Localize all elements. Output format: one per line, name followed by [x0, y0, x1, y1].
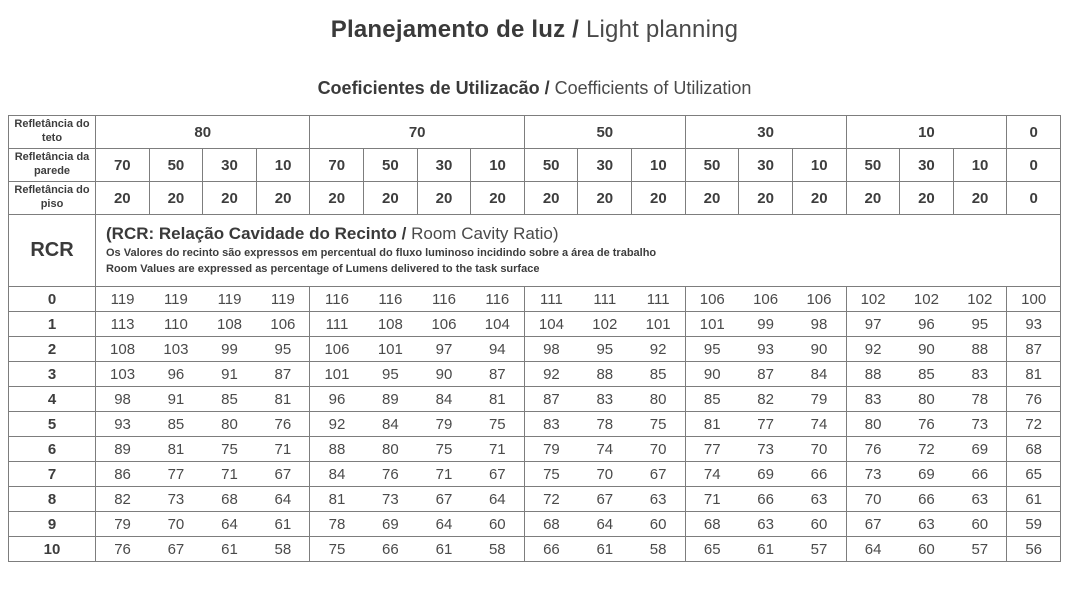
- rcr-value: 10: [9, 537, 96, 562]
- coefficient-cell: 101: [364, 337, 418, 362]
- coefficient-cell: 110: [149, 312, 203, 337]
- coefficient-cell: 56: [1007, 537, 1061, 562]
- coefficient-cell: 98: [524, 337, 578, 362]
- wall-reflectance-value: 0: [1007, 149, 1061, 182]
- coefficient-cell: 67: [578, 487, 632, 512]
- floor-reflectance-value: 20: [203, 182, 257, 215]
- floor-reflectance-value: 20: [578, 182, 632, 215]
- coefficient-cell: 85: [149, 412, 203, 437]
- coefficient-cell: 67: [471, 462, 525, 487]
- coefficient-cell: 101: [685, 312, 739, 337]
- coefficient-cell: 65: [1007, 462, 1061, 487]
- wall-reflectance-label: Refletância da parede: [9, 149, 96, 182]
- coefficient-cell: 99: [203, 337, 257, 362]
- coefficient-cell: 97: [417, 337, 471, 362]
- coefficient-cell: 73: [149, 487, 203, 512]
- coefficient-cell: 90: [792, 337, 846, 362]
- rcr-note-cell: [96, 215, 1061, 287]
- coefficient-cell: 85: [900, 362, 954, 387]
- coefficient-cell: 64: [471, 487, 525, 512]
- coefficient-cell: 88: [846, 362, 900, 387]
- coefficient-cell: 89: [96, 437, 150, 462]
- coefficient-cell: 88: [310, 437, 364, 462]
- coefficient-cell: 74: [578, 437, 632, 462]
- coefficient-cell: 73: [846, 462, 900, 487]
- ceiling-group-value: 30: [685, 116, 846, 149]
- coefficient-cell: 90: [417, 362, 471, 387]
- rcr-value: 8: [9, 487, 96, 512]
- coefficient-cell: 60: [953, 512, 1007, 537]
- rcr-note-title: [106, 224, 1050, 244]
- coefficient-cell: 75: [310, 537, 364, 562]
- table-row: [9, 337, 1061, 362]
- wall-reflectance-value: 10: [256, 149, 310, 182]
- coefficient-cell: 116: [310, 287, 364, 312]
- coefficient-cell: 106: [256, 312, 310, 337]
- coefficient-cell: 102: [578, 312, 632, 337]
- coefficient-cell: 111: [524, 287, 578, 312]
- floor-reflectance-value: 20: [632, 182, 686, 215]
- coefficient-cell: 90: [900, 337, 954, 362]
- coefficient-cell: 66: [900, 487, 954, 512]
- coefficient-cell: 72: [1007, 412, 1061, 437]
- coefficient-cell: 70: [149, 512, 203, 537]
- coefficient-cell: 87: [739, 362, 793, 387]
- rcr-value: 6: [9, 437, 96, 462]
- floor-reflectance-value: 20: [739, 182, 793, 215]
- coefficient-cell: 64: [417, 512, 471, 537]
- coefficient-cell: 73: [739, 437, 793, 462]
- ceiling-reflectance-row: [9, 116, 1061, 149]
- coefficient-cell: 81: [310, 487, 364, 512]
- coefficient-cell: 86: [96, 462, 150, 487]
- coefficient-cell: 83: [953, 362, 1007, 387]
- coefficient-cell: 71: [203, 462, 257, 487]
- coefficient-cell: 90: [685, 362, 739, 387]
- coefficient-cell: 72: [900, 437, 954, 462]
- coefficient-cell: 69: [364, 512, 418, 537]
- coefficient-cell: 100: [1007, 287, 1061, 312]
- coefficient-cell: 104: [524, 312, 578, 337]
- coefficient-cell: 119: [96, 287, 150, 312]
- table-row: [9, 462, 1061, 487]
- wall-reflectance-value: 10: [632, 149, 686, 182]
- coefficient-cell: 63: [632, 487, 686, 512]
- coefficient-cell: 79: [417, 412, 471, 437]
- wall-reflectance-value: 50: [846, 149, 900, 182]
- coefficient-cell: 75: [203, 437, 257, 462]
- coefficient-cell: 61: [578, 537, 632, 562]
- wall-reflectance-value: 30: [417, 149, 471, 182]
- coefficient-cell: 95: [685, 337, 739, 362]
- floor-reflectance-value: 20: [96, 182, 150, 215]
- coefficient-cell: 88: [953, 337, 1007, 362]
- coefficient-cell: 66: [953, 462, 1007, 487]
- coefficient-cell: 77: [149, 462, 203, 487]
- coefficient-cell: 93: [739, 337, 793, 362]
- coefficient-cell: 88: [578, 362, 632, 387]
- table-title-pt: Coeficientes de Utilizacão /: [317, 78, 550, 98]
- coefficient-cell: 116: [364, 287, 418, 312]
- coefficient-cell: 63: [953, 487, 1007, 512]
- coefficient-cell: 108: [364, 312, 418, 337]
- coefficient-cell: 73: [364, 487, 418, 512]
- coefficient-cell: 71: [256, 437, 310, 462]
- coefficient-cell: 81: [1007, 362, 1061, 387]
- rcr-note-row: [9, 215, 1061, 287]
- coefficient-cell: 76: [846, 437, 900, 462]
- coefficient-cell: 91: [203, 362, 257, 387]
- coefficient-cell: 119: [149, 287, 203, 312]
- coefficient-cell: 87: [471, 362, 525, 387]
- coefficient-cell: 69: [900, 462, 954, 487]
- coefficient-cell: 103: [96, 362, 150, 387]
- coefficient-cell: 76: [256, 412, 310, 437]
- coefficient-cell: 66: [524, 537, 578, 562]
- ceiling-group-value: 50: [524, 116, 685, 149]
- coefficient-cell: 87: [1007, 337, 1061, 362]
- coefficient-cell: 60: [792, 512, 846, 537]
- coefficient-cell: 106: [310, 337, 364, 362]
- coefficient-cell: 78: [578, 412, 632, 437]
- coefficient-cell: 70: [578, 462, 632, 487]
- coefficient-cell: 70: [632, 437, 686, 462]
- coefficient-cell: 81: [256, 387, 310, 412]
- coefficient-cell: 66: [364, 537, 418, 562]
- coefficient-cell: 82: [96, 487, 150, 512]
- coefficient-cell: 61: [417, 537, 471, 562]
- table-row: [9, 537, 1061, 562]
- coefficient-cell: 111: [632, 287, 686, 312]
- coefficient-cell: 106: [417, 312, 471, 337]
- wall-reflectance-value: 30: [578, 149, 632, 182]
- rcr-note-line-pt: Os Valores do recinto são expressos em percentual do fluxo luminoso incidindo sobre a área de trabalho: [106, 246, 657, 259]
- coefficient-cell: 67: [417, 487, 471, 512]
- coefficient-cell: 68: [685, 512, 739, 537]
- table-row: [9, 487, 1061, 512]
- rcr-value: 3: [9, 362, 96, 387]
- coefficient-cell: 75: [524, 462, 578, 487]
- coefficient-cell: 96: [149, 362, 203, 387]
- coefficient-cell: 76: [1007, 387, 1061, 412]
- coefficient-cell: 67: [632, 462, 686, 487]
- coefficient-cell: 89: [364, 387, 418, 412]
- coefficient-cell: 63: [739, 512, 793, 537]
- floor-reflectance-value: 20: [524, 182, 578, 215]
- coefficient-cell: 74: [792, 412, 846, 437]
- coefficient-cell: 119: [256, 287, 310, 312]
- coefficient-cell: 96: [310, 387, 364, 412]
- coefficient-cell: 94: [471, 337, 525, 362]
- coefficient-cell: 98: [96, 387, 150, 412]
- coefficient-cell: 63: [900, 512, 954, 537]
- coefficient-cell: 64: [203, 512, 257, 537]
- wall-reflectance-value: 50: [524, 149, 578, 182]
- coefficient-cell: 98: [792, 312, 846, 337]
- rcr-value: 4: [9, 387, 96, 412]
- coefficient-cell: 63: [792, 487, 846, 512]
- coefficient-cell: 119: [203, 287, 257, 312]
- coefficient-cell: 85: [203, 387, 257, 412]
- coefficient-cell: 68: [1007, 437, 1061, 462]
- coefficient-cell: 74: [685, 462, 739, 487]
- coefficient-cell: 106: [739, 287, 793, 312]
- coefficient-cell: 60: [632, 512, 686, 537]
- wall-reflectance-value: 50: [685, 149, 739, 182]
- coefficient-cell: 81: [685, 412, 739, 437]
- coefficient-cell: 85: [632, 362, 686, 387]
- floor-reflectance-value: 20: [792, 182, 846, 215]
- coefficient-cell: 103: [149, 337, 203, 362]
- coefficient-cell: 111: [310, 312, 364, 337]
- coefficient-cell: 93: [1007, 312, 1061, 337]
- coefficient-cell: 61: [1007, 487, 1061, 512]
- coefficient-cell: 71: [471, 437, 525, 462]
- wall-reflectance-value: 10: [792, 149, 846, 182]
- coefficient-cell: 84: [364, 412, 418, 437]
- coefficient-cell: 78: [953, 387, 1007, 412]
- coefficient-cell: 101: [310, 362, 364, 387]
- coefficient-cell: 80: [632, 387, 686, 412]
- coefficient-cell: 75: [417, 437, 471, 462]
- page-title: [8, 16, 1061, 44]
- rcr-value: 7: [9, 462, 96, 487]
- wall-reflectance-value: 10: [953, 149, 1007, 182]
- coefficient-cell: 80: [203, 412, 257, 437]
- coefficient-cell: 106: [685, 287, 739, 312]
- table-row: [9, 312, 1061, 337]
- coefficient-cell: 60: [471, 512, 525, 537]
- ceiling-group-value: 80: [96, 116, 310, 149]
- floor-reflectance-value: 0: [1007, 182, 1061, 215]
- coefficient-cell: 66: [792, 462, 846, 487]
- coefficient-cell: 73: [953, 412, 1007, 437]
- coefficient-cell: 79: [96, 512, 150, 537]
- coefficient-cell: 60: [900, 537, 954, 562]
- coefficient-cell: 76: [364, 462, 418, 487]
- coefficient-cell: 75: [632, 412, 686, 437]
- coefficient-cell: 99: [739, 312, 793, 337]
- coefficient-cell: 77: [739, 412, 793, 437]
- coefficient-cell: 84: [792, 362, 846, 387]
- ceiling-group-value: 70: [310, 116, 524, 149]
- coefficient-cell: 80: [364, 437, 418, 462]
- coefficient-cell: 104: [471, 312, 525, 337]
- coefficient-cell: 92: [524, 362, 578, 387]
- coefficient-cell: 81: [149, 437, 203, 462]
- floor-reflectance-value: 20: [256, 182, 310, 215]
- coefficient-cell: 69: [739, 462, 793, 487]
- rcr-value: 1: [9, 312, 96, 337]
- coefficient-cell: 92: [846, 337, 900, 362]
- coefficient-cell: 59: [1007, 512, 1061, 537]
- table-row: [9, 287, 1061, 312]
- coefficient-cell: 85: [685, 387, 739, 412]
- coefficient-cell: 67: [846, 512, 900, 537]
- coefficient-cell: 57: [953, 537, 1007, 562]
- table-row: [9, 437, 1061, 462]
- coefficient-cell: 61: [739, 537, 793, 562]
- floor-reflectance-value: 20: [417, 182, 471, 215]
- page-title-pt: Planejamento de luz /: [330, 16, 580, 43]
- wall-reflectance-value: 50: [364, 149, 418, 182]
- coefficient-cell: 113: [96, 312, 150, 337]
- table-title: [8, 78, 1061, 99]
- wall-reflectance-value: 30: [900, 149, 954, 182]
- coefficient-cell: 95: [256, 337, 310, 362]
- coefficient-cell: 76: [900, 412, 954, 437]
- wall-reflectance-row: [9, 149, 1061, 182]
- coefficient-cell: 64: [256, 487, 310, 512]
- coefficient-cell: 83: [578, 387, 632, 412]
- rcr-value: 2: [9, 337, 96, 362]
- coefficient-cell: 57: [792, 537, 846, 562]
- coefficient-cell: 58: [632, 537, 686, 562]
- coefficient-cell: 106: [792, 287, 846, 312]
- table-row: [9, 412, 1061, 437]
- ceiling-group-value: 0: [1007, 116, 1061, 149]
- wall-reflectance-value: 70: [96, 149, 150, 182]
- floor-reflectance-value: 20: [364, 182, 418, 215]
- coefficient-cell: 83: [846, 387, 900, 412]
- coefficient-cell: 65: [685, 537, 739, 562]
- datasheet-page: [0, 16, 1069, 591]
- table-title-en: Coefficients of Utilization: [554, 78, 752, 98]
- wall-reflectance-value: 30: [739, 149, 793, 182]
- coefficients-of-utilization-table: [8, 115, 1061, 562]
- coefficient-cell: 72: [524, 487, 578, 512]
- coefficient-cell: 84: [417, 387, 471, 412]
- coefficient-cell: 70: [846, 487, 900, 512]
- coefficient-cell: 96: [900, 312, 954, 337]
- floor-reflectance-value: 20: [685, 182, 739, 215]
- coefficient-cell: 84: [310, 462, 364, 487]
- coefficient-cell: 68: [203, 487, 257, 512]
- coefficient-cell: 77: [685, 437, 739, 462]
- rcr-value: 5: [9, 412, 96, 437]
- floor-reflectance-row: [9, 182, 1061, 215]
- coefficient-cell: 61: [256, 512, 310, 537]
- coefficient-cell: 70: [792, 437, 846, 462]
- coefficient-cell: 116: [417, 287, 471, 312]
- coefficient-cell: 81: [471, 387, 525, 412]
- coefficient-cell: 102: [846, 287, 900, 312]
- coefficient-cell: 95: [953, 312, 1007, 337]
- coefficient-cell: 79: [524, 437, 578, 462]
- coefficient-cell: 68: [524, 512, 578, 537]
- coefficient-cell: 64: [846, 537, 900, 562]
- floor-reflectance-value: 20: [846, 182, 900, 215]
- coefficient-cell: 67: [256, 462, 310, 487]
- coefficient-cell: 75: [471, 412, 525, 437]
- rcr-value: 0: [9, 287, 96, 312]
- coefficient-cell: 61: [203, 537, 257, 562]
- coefficient-cell: 79: [792, 387, 846, 412]
- coefficient-cell: 116: [471, 287, 525, 312]
- rcr-note-line-en: Room Values are expressed as percentage of Lumens delivered to the task surface: [106, 262, 540, 275]
- wall-reflectance-value: 70: [310, 149, 364, 182]
- coefficient-cell: 58: [471, 537, 525, 562]
- floor-reflectance-value: 20: [953, 182, 1007, 215]
- coefficient-cell: 108: [203, 312, 257, 337]
- table-row: [9, 362, 1061, 387]
- coefficient-cell: 102: [900, 287, 954, 312]
- coefficient-cell: 97: [846, 312, 900, 337]
- coefficient-cell: 92: [632, 337, 686, 362]
- coefficient-cell: 76: [96, 537, 150, 562]
- coefficient-cell: 82: [739, 387, 793, 412]
- wall-reflectance-value: 50: [149, 149, 203, 182]
- floor-reflectance-value: 20: [471, 182, 525, 215]
- coefficient-cell: 93: [96, 412, 150, 437]
- ceiling-reflectance-label: Refletância do teto: [9, 116, 96, 149]
- wall-reflectance-value: 30: [203, 149, 257, 182]
- coefficient-cell: 67: [149, 537, 203, 562]
- coefficient-cell: 58: [256, 537, 310, 562]
- coefficient-cell: 80: [900, 387, 954, 412]
- coefficient-cell: 102: [953, 287, 1007, 312]
- ceiling-group-value: 10: [846, 116, 1007, 149]
- coefficient-cell: 71: [685, 487, 739, 512]
- table-row: [9, 387, 1061, 412]
- coefficient-cell: 101: [632, 312, 686, 337]
- coefficient-cell: 71: [417, 462, 471, 487]
- coefficient-cell: 80: [846, 412, 900, 437]
- table-row: [9, 512, 1061, 537]
- coefficient-cell: 111: [578, 287, 632, 312]
- coefficient-cell: 78: [310, 512, 364, 537]
- coefficient-cell: 95: [364, 362, 418, 387]
- coefficient-cell: 91: [149, 387, 203, 412]
- wall-reflectance-value: 10: [471, 149, 525, 182]
- coefficient-cell: 92: [310, 412, 364, 437]
- coefficient-cell: 69: [953, 437, 1007, 462]
- coefficient-cell: 83: [524, 412, 578, 437]
- coefficient-cell: 87: [256, 362, 310, 387]
- rcr-value: 9: [9, 512, 96, 537]
- coefficient-cell: 87: [524, 387, 578, 412]
- coefficient-cell: 66: [739, 487, 793, 512]
- rcr-note-title-en: Room Cavity Ratio): [411, 223, 559, 243]
- rcr-row-label: RCR: [9, 215, 96, 287]
- page-title-en: Light planning: [585, 16, 739, 43]
- floor-reflectance-value: 20: [310, 182, 364, 215]
- floor-reflectance-label: Refletância do piso: [9, 182, 96, 215]
- floor-reflectance-value: 20: [149, 182, 203, 215]
- coefficient-cell: 95: [578, 337, 632, 362]
- floor-reflectance-value: 20: [900, 182, 954, 215]
- rcr-note-title-pt: (RCR: Relação Cavidade do Recinto /: [106, 223, 407, 243]
- coefficient-cell: 108: [96, 337, 150, 362]
- coefficient-cell: 64: [578, 512, 632, 537]
